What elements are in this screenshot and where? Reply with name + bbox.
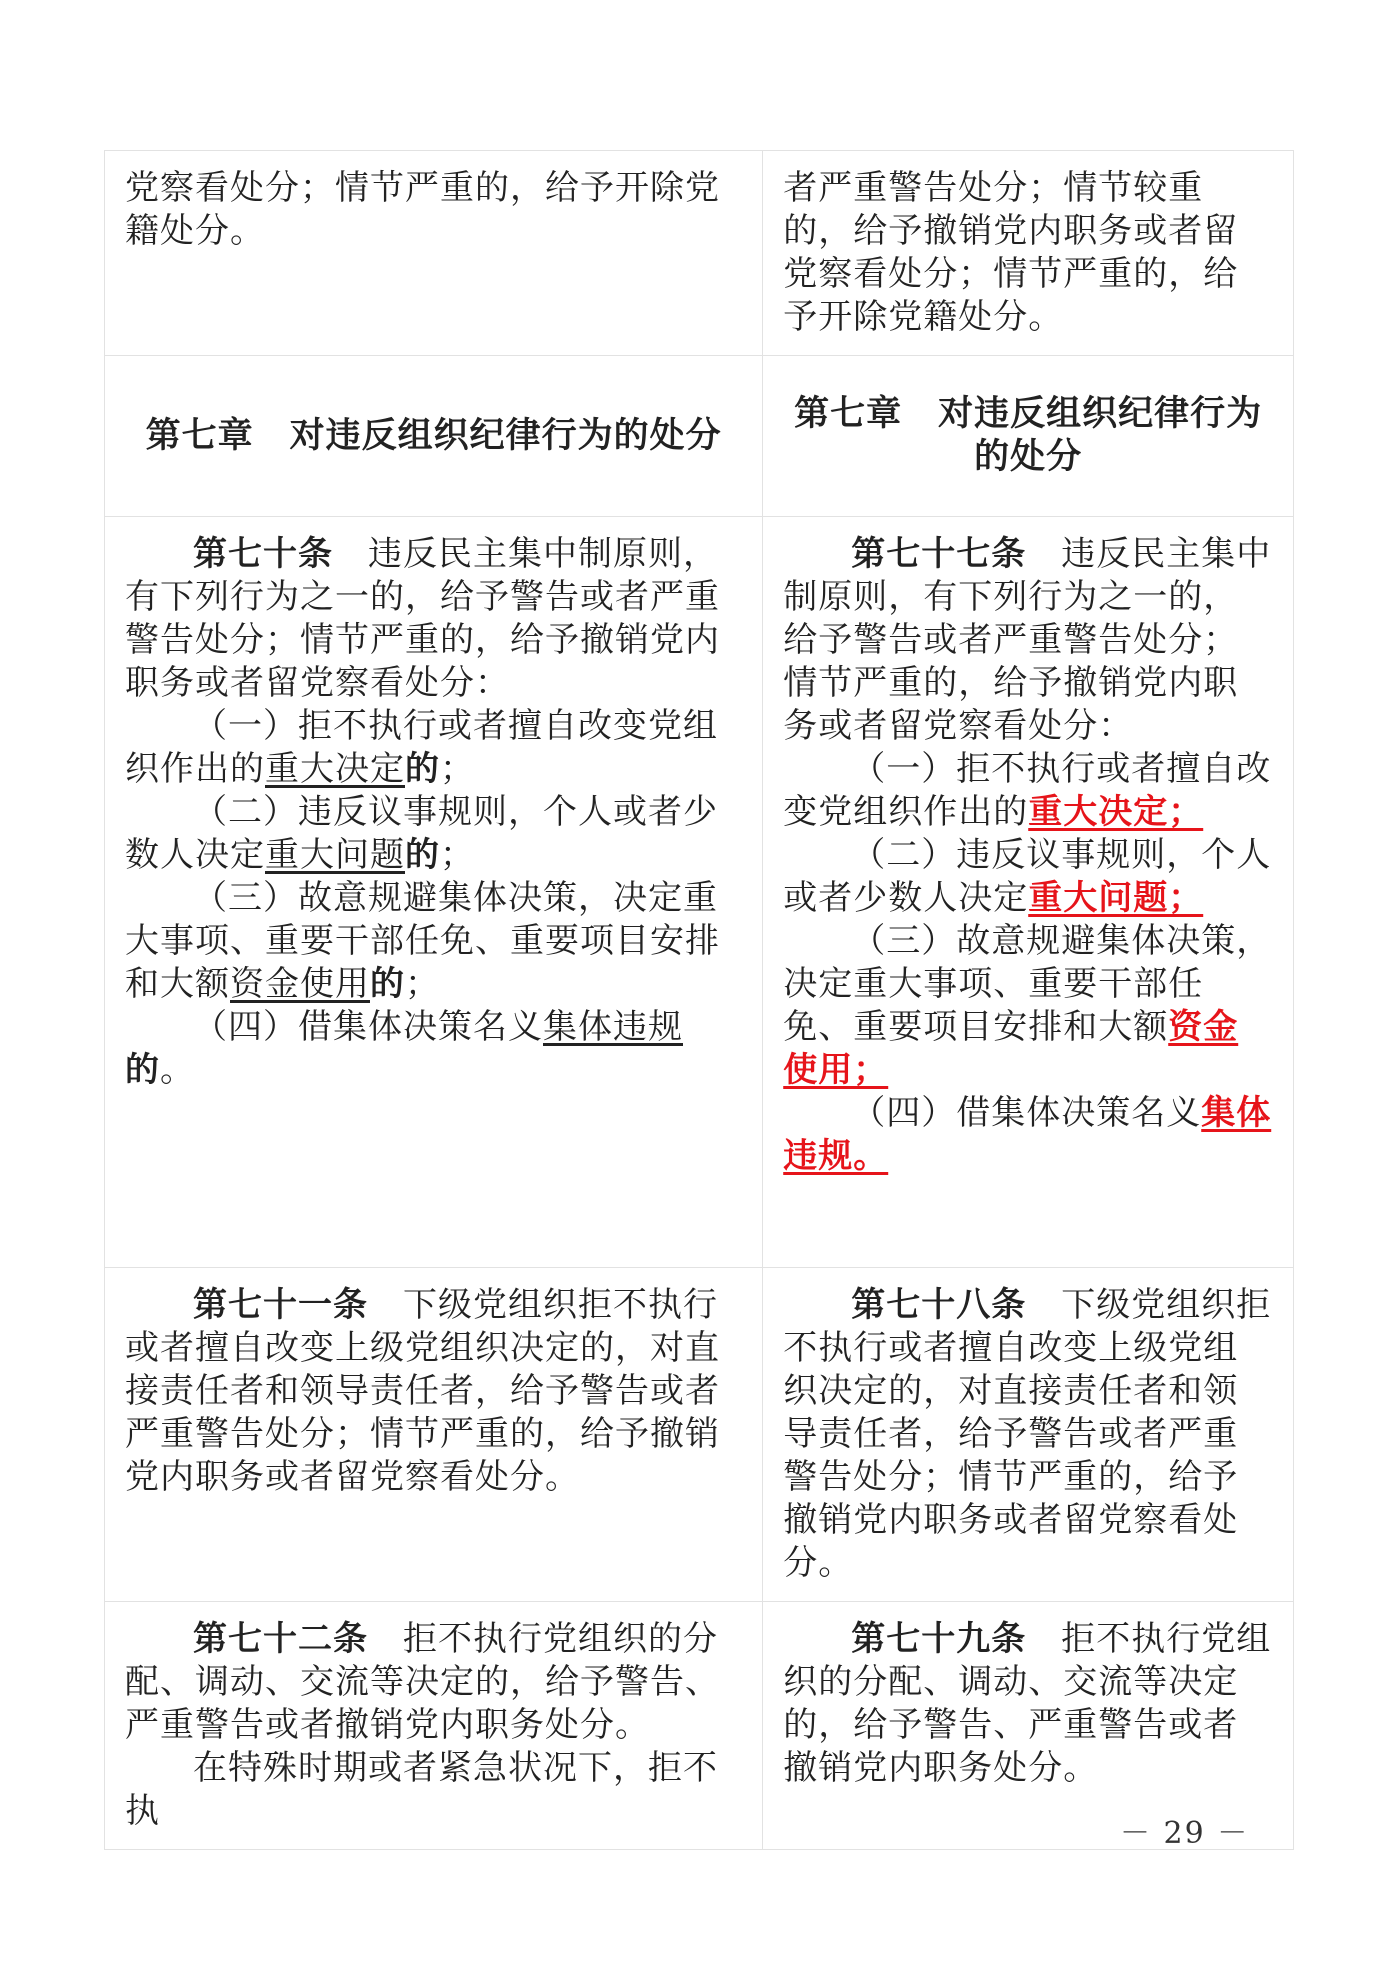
underlined-text: 集体违规 bbox=[543, 1007, 683, 1047]
comparison-table bbox=[104, 150, 1294, 1850]
cell-left bbox=[105, 1602, 763, 1850]
table-row bbox=[105, 517, 1294, 1268]
underlined-text: 重大问题 bbox=[265, 835, 405, 875]
article-text: 违反民主集中制原则，有下列行为之一的，给予警告或者严重警告处分；情节严重的，给予撤销党内职务或者留党察看处分： bbox=[783, 534, 1272, 746]
article-number: 第七十八条 bbox=[851, 1285, 1027, 1325]
article-intro bbox=[125, 533, 742, 705]
paragraph: 者严重警告处分；情节较重的，给予撤销党内职务或者留党察看处分；情节严重的，给予开除党籍处分。 bbox=[783, 168, 1239, 337]
article-paragraph: 在特殊时期或者紧急状况下，拒不执 bbox=[125, 1748, 718, 1831]
item-text: （四）借集体决策名义 bbox=[851, 1093, 1202, 1133]
cell-right bbox=[763, 517, 1294, 1268]
item-text: （三）故意规避集体决策，决定重大事项、重要干部任免、重要项目安排和大额 bbox=[783, 921, 1272, 1047]
highlighted-text: 集体违规。 bbox=[783, 1093, 1272, 1176]
underlined-text: 资金使用 bbox=[230, 964, 370, 1004]
list-item bbox=[783, 920, 1273, 1092]
article-paragraph bbox=[783, 1618, 1273, 1790]
list-item bbox=[783, 1092, 1273, 1178]
cell-right bbox=[763, 1268, 1294, 1602]
article-intro bbox=[783, 533, 1273, 748]
article-text: 下级党组织拒不执行或者擅自改变上级党组织决定的，对直接责任者和领导责任者，给予警告或者严重警告处分；情节严重的，给予撤销党内职务或者留党察看处分。 bbox=[125, 1285, 720, 1497]
list-item bbox=[125, 1006, 742, 1092]
punct: ； bbox=[440, 835, 475, 875]
article-paragraph bbox=[125, 1618, 742, 1747]
cell-left bbox=[105, 151, 763, 356]
highlighted-text: 重大决定； bbox=[1028, 792, 1204, 832]
list-item bbox=[783, 748, 1273, 834]
chapter-title-left: 第七章 对违反组织纪律行为的处分 bbox=[105, 356, 763, 517]
punct: ； bbox=[440, 749, 475, 789]
item-text: （二）违反议事规则，个人或者少数人决定 bbox=[125, 792, 718, 875]
highlighted-text: 资金使用； bbox=[783, 1007, 1239, 1090]
cell-left bbox=[105, 517, 763, 1268]
cell-right bbox=[763, 151, 1294, 356]
article-number: 第七十条 bbox=[193, 534, 333, 574]
punct: 。 bbox=[160, 1050, 195, 1090]
article-number: 第七十九条 bbox=[851, 1619, 1027, 1659]
bold-text: 的 bbox=[405, 835, 440, 875]
bold-text: 的 bbox=[125, 1050, 160, 1090]
list-item bbox=[125, 877, 742, 1006]
article-text: 下级党组织拒不执行或者擅自改变上级党组织决定的，对直接责任者和领导责任者，给予警告或者严重警告处分；情节严重的，给予撤销党内职务或者留党察看处分。 bbox=[783, 1285, 1272, 1583]
list-item bbox=[125, 705, 742, 791]
table-row bbox=[105, 1268, 1294, 1602]
punct: ； bbox=[405, 964, 440, 1004]
item-text: （一）拒不执行或者擅自改变党组织作出的 bbox=[125, 706, 718, 789]
underlined-text: 重大决定 bbox=[265, 749, 405, 789]
table-row bbox=[105, 356, 1294, 517]
chapter-title-right: 第七章 对违反组织纪律行为的处分 bbox=[763, 356, 1294, 517]
item-text: （四）借集体决策名义 bbox=[193, 1007, 543, 1047]
article-text: 违反民主集中制原则，有下列行为之一的，给予警告或者严重警告处分；情节严重的，给予撤销党内职务或者留党察看处分： bbox=[125, 534, 720, 703]
item-text: （二）违反议事规则，个人或者少数人决定 bbox=[783, 835, 1272, 918]
article-number: 第七十一条 bbox=[193, 1285, 368, 1325]
paragraph: 党察看处分；情节严重的，给予开除党籍处分。 bbox=[125, 168, 720, 251]
cell-left bbox=[105, 1268, 763, 1602]
bold-text: 的 bbox=[370, 964, 405, 1004]
article-number: 第七十七条 bbox=[851, 534, 1027, 574]
article-paragraph bbox=[783, 1284, 1273, 1585]
page-number: － 29 － bbox=[1120, 1816, 1250, 1851]
article-text: 拒不执行党组织的分配、调动、交流等决定的，给予警告、严重警告或者撤销党内职务处分。 bbox=[125, 1619, 720, 1745]
article-number: 第七十二条 bbox=[193, 1619, 368, 1659]
item-text: （三）故意规避集体决策，决定重大事项、重要干部任免、重要项目安排和大额 bbox=[125, 878, 720, 1004]
table-row bbox=[105, 1602, 1294, 1850]
item-text: （一）拒不执行或者擅自改变党组织作出的 bbox=[783, 749, 1272, 832]
article-paragraph bbox=[125, 1284, 742, 1499]
highlighted-text: 重大问题； bbox=[1028, 878, 1204, 918]
table-row bbox=[105, 151, 1294, 356]
list-item bbox=[125, 791, 742, 877]
list-item bbox=[783, 834, 1273, 920]
article-text: 拒不执行党组织的分配、调动、交流等决定的，给予警告、严重警告或者撤销党内职务处分。 bbox=[783, 1619, 1272, 1788]
bold-text: 的 bbox=[405, 749, 440, 789]
